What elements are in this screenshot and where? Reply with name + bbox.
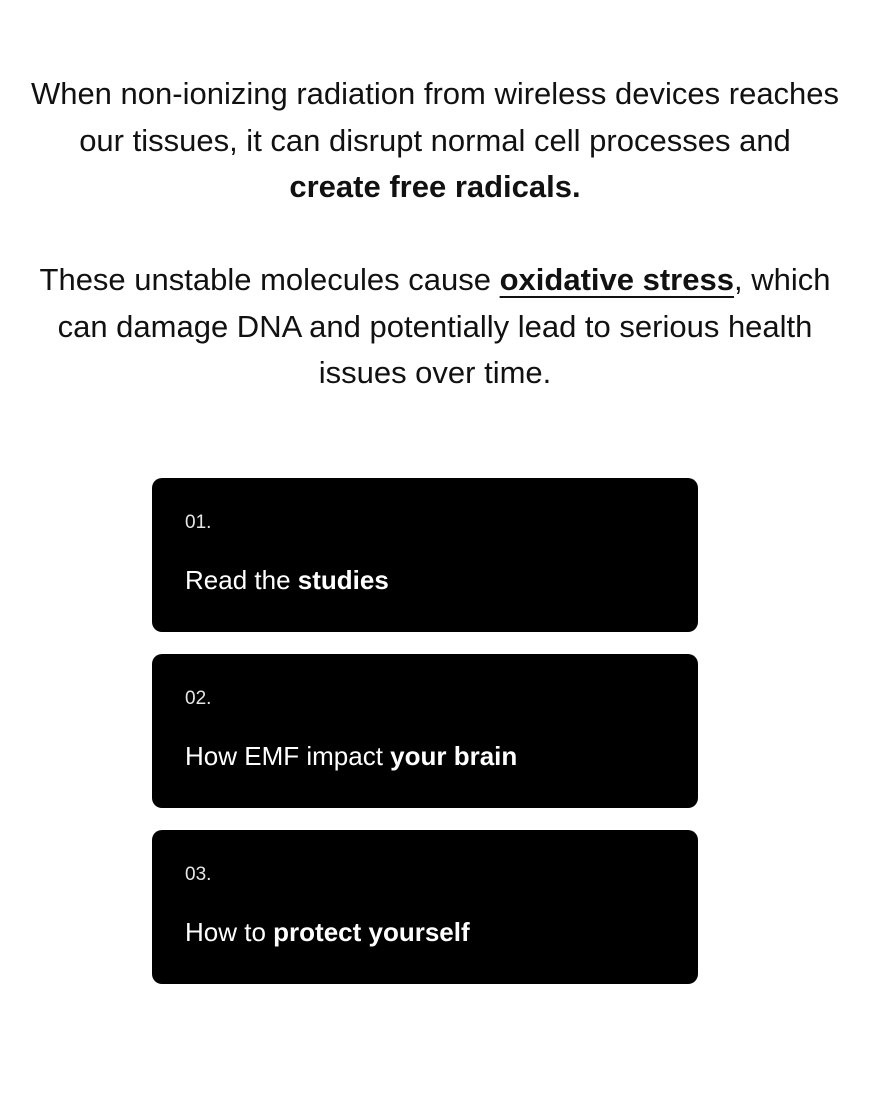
card-title-bold: your brain bbox=[390, 741, 518, 771]
intro-paragraph-oxidative-before: These unstable molecules cause bbox=[39, 262, 500, 297]
card-read-studies[interactable] bbox=[152, 478, 698, 632]
card-title bbox=[185, 916, 698, 948]
card-title-bold: protect yourself bbox=[273, 917, 470, 947]
card-title bbox=[185, 564, 698, 596]
intro-paragraph-oxidative-stress bbox=[30, 257, 840, 397]
intro-paragraph-oxidative-after: , which can damage DNA and potentially lead to serious health issues over time. bbox=[57, 262, 831, 390]
intro-paragraph-radiation-text: When non-ionizing radiation from wireless devices reaches our tissues, it can disrupt normal cell processes and bbox=[30, 76, 840, 158]
intro-paragraph-radiation bbox=[30, 71, 840, 211]
card-title-regular: How EMF impact bbox=[185, 741, 391, 771]
card-number: 03. bbox=[185, 864, 212, 885]
card-title-regular: Read the bbox=[185, 565, 298, 595]
oxidative-stress-link[interactable]: oxidative stress bbox=[499, 262, 734, 297]
card-title-regular: How to bbox=[185, 917, 274, 947]
free-radicals-emphasis: create free radicals. bbox=[289, 169, 581, 204]
card-title bbox=[185, 740, 698, 772]
card-emf-brain-impact[interactable] bbox=[152, 654, 698, 808]
card-protect-yourself[interactable] bbox=[152, 830, 698, 984]
card-title-bold: studies bbox=[297, 565, 389, 595]
card-number: 01. bbox=[185, 512, 212, 533]
card-number: 02. bbox=[185, 688, 212, 709]
topic-cards-list bbox=[152, 478, 698, 1006]
